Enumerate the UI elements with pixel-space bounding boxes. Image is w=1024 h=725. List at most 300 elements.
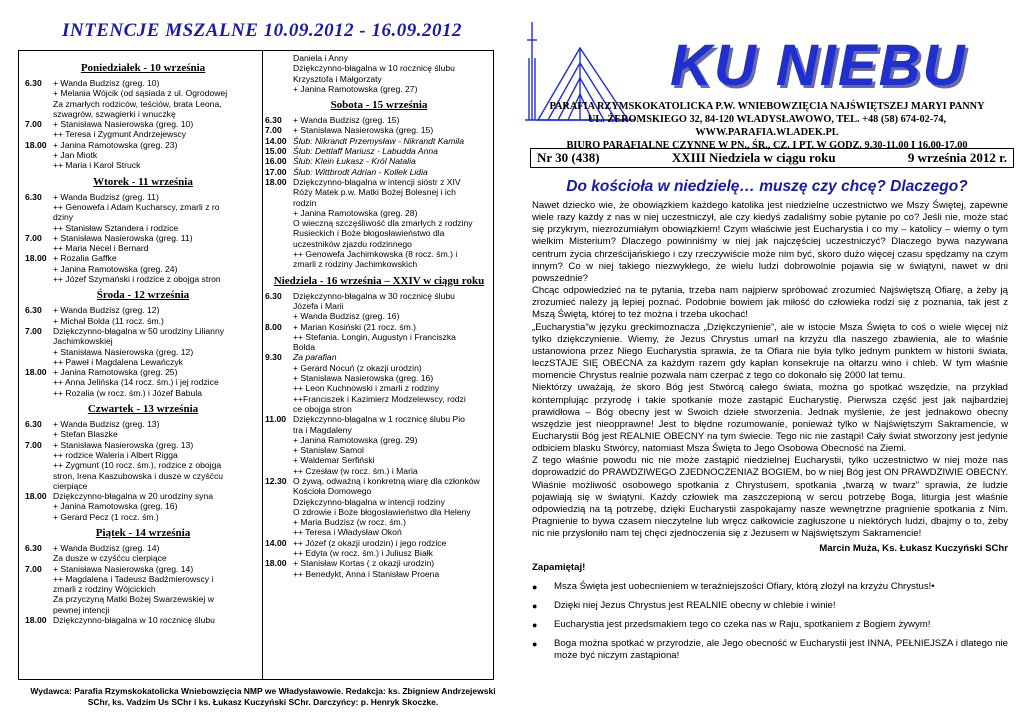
intention-entry <box>25 347 261 357</box>
mass-intentions-section <box>18 20 496 707</box>
intention-entry <box>265 404 493 414</box>
mass-time <box>265 455 293 465</box>
intentions-column-right <box>265 53 493 579</box>
mass-time <box>265 527 293 537</box>
intention-entry <box>25 336 261 346</box>
mass-time <box>265 63 293 73</box>
mass-time <box>25 243 53 253</box>
intention-entry <box>25 564 261 574</box>
mass-time <box>25 212 53 222</box>
intention-text: ++ Teresa i Władysław Okoń <box>293 527 402 538</box>
mass-time <box>265 218 293 228</box>
bullet-icon: ● <box>532 639 538 650</box>
intention-entry <box>265 455 493 465</box>
bullet-icon: ● <box>532 581 538 592</box>
intention-text: Dziękczynno-błagalna w 30 rocznicę ślubu <box>293 290 455 301</box>
mass-time <box>25 594 53 604</box>
bullet-text: Eucharystia jest przedsmakiem tego co czeka nas w Raju, spotkaniem z Bogiem żywym! <box>554 619 931 630</box>
mass-time <box>25 471 53 481</box>
intention-entry <box>25 253 261 263</box>
intention-entry <box>265 177 493 187</box>
intention-text: Jachimkowskiej <box>53 336 113 347</box>
intention-text: + Janina Ramotowska (greg. 23) <box>53 139 178 150</box>
intention-entry <box>25 512 261 522</box>
intention-text: + Stanisława Nasierowska (greg. 15) <box>293 125 434 136</box>
intention-text: Za parafian <box>293 352 337 363</box>
intention-text: Dziękczynno-błagalna w 50 urodziny Lilianny <box>53 325 225 336</box>
intention-entry <box>265 53 493 63</box>
mass-time <box>25 429 53 439</box>
intention-entry <box>265 311 493 321</box>
intention-text: O żywą, odważną i konkretną wiarę dla członków Kościoła Domowego <box>293 475 480 497</box>
intention-text: + Janina Ramotowska (greg. 27) <box>293 83 418 94</box>
intention-text: ++ Rozalia (w rocz. śm.) i Józef Babula <box>53 387 203 398</box>
intention-entry <box>265 74 493 84</box>
intention-text: ++ Maria i Karol Struck <box>53 160 141 171</box>
intention-entry <box>265 394 493 404</box>
intention-entry <box>265 125 493 135</box>
intention-text: + Wanda Budzisz (greg. 15) <box>293 115 400 126</box>
mass-time <box>25 347 53 357</box>
intention-text: ++ Genowefa Jachimkowska (8 rocz. śm.) i <box>293 249 458 260</box>
mass-time: 6.30 <box>265 115 282 126</box>
mass-time <box>265 259 293 269</box>
bullet-item <box>532 619 1008 631</box>
intention-entry <box>25 584 261 594</box>
mass-time <box>265 187 293 197</box>
intention-text: + Wanda Budzisz (greg. 14) <box>53 542 160 553</box>
intention-text: pewnej intencji <box>53 604 110 615</box>
intention-text: + Waldemar Serfiński <box>293 455 375 466</box>
intention-entry <box>25 594 261 604</box>
intention-entry <box>25 429 261 439</box>
intention-entry <box>265 476 493 497</box>
mass-time <box>25 501 53 511</box>
mass-time <box>25 377 53 387</box>
intention-text: + Wanda Budzisz (greg. 11) <box>53 191 159 202</box>
mass-time <box>265 228 293 238</box>
intention-entry <box>265 63 493 73</box>
mass-time <box>25 129 53 139</box>
mass-time: 6.30 <box>25 78 42 88</box>
intention-text: Józefa i Marii <box>293 300 344 311</box>
mass-time: 12.30 <box>265 475 287 486</box>
day-heading: Sobota - 15 września <box>330 99 428 112</box>
mass-time: 18.00 <box>25 253 47 264</box>
intention-entry <box>265 301 493 311</box>
mass-time <box>265 311 293 321</box>
mass-time <box>265 383 293 393</box>
mass-time <box>25 99 53 109</box>
article-paragraph: Z tego właśnie powodu nic nie może zastąpić niedzielnej Eucharystii, tylko uczestnictwo w niej może nas doprowadzić do PRAWDZIWEGO ZJEDNOCZENIAZ BOGIEM, bo w niej Bóg jest ON PRAWDZIWIE OBECNY. Właśnie możliwość osobowego spotkania z Chrystusem, spotkania „twarzą w twarz” sprawia, że ludzie pojawiają się w świątyni. Każdy człowiek ma zaszczepioną w sercu potrzebę Boga, liturgia jest właśnie odpowiedzią na tą potrzebę, dzięki Eucharystii zaspokajamy nasze wewnętrzne pragnienie spotkania z Nim. Pragnienie to bywa czasem nieczytelne lub wręcz całkowicie zagłuszone u niektórych ludzi, dbajmy o to, żeby nic nie przysłoniło nam tej chęci zjednoczenia się z Jezusem w Najświętszym Sakramencie! <box>532 455 1008 540</box>
intention-entry <box>265 497 493 507</box>
intention-entry <box>265 115 493 125</box>
mass-time <box>265 507 293 517</box>
intentions-column-left <box>25 57 261 625</box>
mass-time <box>265 53 293 63</box>
intention-entry <box>25 233 261 243</box>
intention-text: ++ Paweł i Magdalena Lewańczyk <box>53 356 183 367</box>
mass-time <box>25 574 53 584</box>
intention-text: Rusieckich i Boże błogosławieństwo dla <box>293 228 445 239</box>
intention-text: Ślub: Dettlaff Mariusz - Labudda Anna <box>293 146 438 157</box>
mass-time <box>25 512 53 522</box>
intention-entry <box>25 109 261 119</box>
intention-entry <box>265 373 493 383</box>
intention-text: ++ Józef Szymański i rodzice z obojga stron <box>53 274 221 285</box>
intention-entry <box>265 156 493 166</box>
intention-text: + Stanisława Nasierowska (greg. 14) <box>53 563 194 574</box>
intention-text: cierpiące <box>53 480 88 491</box>
mass-time: 7.00 <box>25 232 42 243</box>
intention-text: zmarli z rodziny Jachimkowskich <box>293 259 418 270</box>
intention-entry <box>25 274 261 284</box>
intention-entry <box>25 543 261 553</box>
intention-entry <box>25 119 261 129</box>
bullet-icon: ● <box>532 600 538 611</box>
intention-text: ++ Leon Kuchnowski i zmarli z rodziny <box>293 383 440 394</box>
intention-entry <box>25 574 261 584</box>
intention-entry <box>265 517 493 527</box>
mass-time <box>25 160 53 170</box>
intention-entry <box>25 150 261 160</box>
intention-text: Krzysztofa i Małgorzaty <box>293 73 382 84</box>
intention-entry <box>25 192 261 202</box>
bullet-text: Msza Święta jest uobecnieniem w teraźniejszości Ofiary, którą złożył na krzyżu Chrystus!• <box>554 580 935 592</box>
mass-time <box>25 150 53 160</box>
day-heading: Wtorek - 11 września <box>93 175 193 188</box>
footer-line-1: Wydawca: Parafia Rzymskokatolicka Wniebowzięcia NMP we Władysławowie. Redakcja: ks. Zbigniew Andrzejewski <box>30 686 496 696</box>
intention-text: + Gerard Pecz (1 rocz. śm.) <box>53 511 159 522</box>
mass-time: 18.00 <box>265 176 287 187</box>
intention-entry <box>25 140 261 150</box>
parish-info <box>520 100 1014 152</box>
intention-entry <box>265 507 493 517</box>
intention-text: Za dusze w czyśćcu cierpiące <box>53 553 167 564</box>
mass-time <box>25 357 53 367</box>
intention-entry <box>265 249 493 259</box>
intention-text: Dziękczynno-błagalna w intencji sióstr z XIV <box>293 176 461 187</box>
mass-time <box>265 569 293 579</box>
mass-time <box>25 450 53 460</box>
mass-time <box>265 517 293 527</box>
intention-text: O zdrowie i Boże błogosławieństwo dla Heleny <box>293 506 471 517</box>
mass-time <box>25 316 53 326</box>
intention-text: O wieczną szczęśliwość dla zmarłych z rodziny <box>293 218 473 229</box>
intention-text: + Wanda Budzisz (greg. 16) <box>293 311 400 322</box>
intention-entry <box>25 243 261 253</box>
intention-entry <box>25 264 261 274</box>
intention-entry <box>265 548 493 558</box>
bullet-text: Dzięki niej Jezus Chrystus jest REALNIE obecny w chlebie i winie! <box>554 599 836 611</box>
intention-text: dziny <box>53 212 74 223</box>
mass-time: 7.00 <box>25 325 42 336</box>
intention-entry <box>25 377 261 387</box>
day-heading: Niedziela - 16 września – XXIV w ciągu roku <box>273 274 485 287</box>
intention-entry <box>25 78 261 88</box>
mass-time: 7.00 <box>25 119 42 130</box>
intention-entry <box>25 440 261 450</box>
intention-text: ++ Edyta (w rocz. śm.) i Juliusz Białk <box>293 548 433 559</box>
mass-time <box>265 342 293 352</box>
intention-entry <box>25 305 261 315</box>
article-body <box>532 200 1008 662</box>
column-divider <box>262 51 263 679</box>
mass-time <box>265 497 293 507</box>
intention-text: ++ rodzice Waleria i Albert Rigga <box>53 449 178 460</box>
article-paragraph: „Eucharystia”w języku greckimoznacza „Dziękczynienie”, ale w istocie Msza Święta to coś o wiele więcej niż tylko dziękczynienie. Wiemy, że Jezus Chrystus umarł na krzyżu dla naszego zbawienia, ale to właśnie ustanowiona przez Niego Eucharystia sprawia, że ta Ofiara nie była tylko jednym punktem w historii świata, leczSTAJE SIĘ OBECNA za każdym razem gdy kapłan konsekruje na ołtarzu wino i chleb. W tym właśnie momencie Chrystus realnie pozwala nam czerpać z tego co dokonało się 2000 lat temu. <box>532 321 1008 382</box>
intention-entry <box>265 383 493 393</box>
intention-entry <box>265 538 493 548</box>
intention-entry <box>25 605 261 615</box>
intention-entry <box>25 88 261 98</box>
intention-entry <box>265 425 493 435</box>
intention-text: ++ Anna Jelińska (14 rocz. śm.) i jej rodzice <box>53 377 219 388</box>
issue-sunday: XXIII Niedziela w ciągu roku <box>671 150 836 165</box>
intention-entry <box>265 239 493 249</box>
intention-text: Dziękczynno-błagalna w 10 rocznicę ślubu <box>293 63 455 74</box>
intention-text: Dziękczynno-błagalna w 1 rocznicę ślubu Pio <box>293 414 465 425</box>
intention-text: ++ Benedykt, Anna i Stanisław Proena <box>293 568 440 579</box>
mass-time <box>265 548 293 558</box>
parish-address: UL. ŻEROMSKIEGO 32, 84-120 WŁADYSŁAWOWO, TEL. +48 (58) 674-02-74, WWW.PARAFIA.WLADEK.PL <box>587 114 947 138</box>
intention-entry <box>25 553 261 563</box>
intention-text: uczestników zjazdu rodzinnego <box>293 238 412 249</box>
mass-time: 6.30 <box>25 419 42 430</box>
masses-title: INTENCJE MSZALNE 10.09.2012 - 16.09.2012 <box>61 20 463 41</box>
mass-time: 16.00 <box>265 156 287 167</box>
intention-entry <box>25 419 261 429</box>
mass-time: 14.00 <box>265 135 287 146</box>
mass-time <box>265 394 293 404</box>
intention-entry <box>25 367 261 377</box>
mass-time <box>265 445 293 455</box>
intention-text: tra i Magdaleny <box>293 424 352 435</box>
mass-time: 11.00 <box>265 414 287 425</box>
intention-text: + Stanisława Nasierowska (greg. 10) <box>53 119 194 130</box>
mass-time: 18.00 <box>25 367 47 378</box>
mass-time: 7.00 <box>25 439 42 450</box>
intention-entry <box>25 450 261 460</box>
day-heading: Czwartek - 13 września <box>87 403 199 416</box>
intention-text: Daniela i Anny <box>293 53 348 63</box>
intention-text: Dziękczynno-błagalna w 10 rocznicę ślubu <box>53 615 215 626</box>
intention-text: + Stanisława Nasierowska (greg. 13) <box>53 439 194 450</box>
intention-text: + Maria Budzisz (w rocz. śm.) <box>293 517 406 528</box>
day-heading: Poniedziałek - 10 września <box>80 62 206 74</box>
intention-text: ++ Genowefa i Adam Kucharscy, zmarli z ro <box>53 201 220 212</box>
intention-entry <box>265 208 493 218</box>
mass-time: 6.30 <box>25 191 42 202</box>
intention-text: ++ Czesław (w rocz. śm.) i Maria <box>293 465 418 476</box>
day-heading: Środa - 12 września <box>96 289 190 302</box>
mass-time <box>265 466 293 476</box>
intention-text: Dziękczynno-błagalna w 20 urodziny syna <box>53 491 214 502</box>
intention-entry <box>25 460 261 470</box>
mass-time <box>265 74 293 84</box>
intention-text: Bolda <box>293 342 315 353</box>
intention-entry <box>265 84 493 94</box>
mass-time <box>265 373 293 383</box>
intention-entry <box>25 202 261 212</box>
mass-time <box>25 202 53 212</box>
intention-text: + Stefan Blaszke <box>53 429 118 440</box>
intention-text: + Janina Ramotowska (greg. 25) <box>53 367 178 378</box>
intention-text: + Gerard Nocuń (z okazji urodzin) <box>293 362 422 373</box>
intention-text: ++ Teresa i Zygmunt Andrzejewscy <box>53 129 187 140</box>
intention-text: + Janina Ramotowska (greg. 28) <box>293 207 418 218</box>
mass-time: 8.00 <box>265 321 282 332</box>
newsletter-brand: KU NIEBU <box>670 33 967 98</box>
mass-time <box>25 460 53 470</box>
article-heading: Do kościoła w niedzielę… muszę czy chcę? Dlaczego? <box>566 178 968 195</box>
intention-entry <box>25 481 261 491</box>
office-hours: BIURO PARAFIALNE CZYNNE W PN., ŚR., CZ. I PT. W GODZ. 9.30-11.00 I 16.00-17.00 <box>566 140 968 151</box>
mass-time <box>265 239 293 249</box>
mass-time <box>265 208 293 218</box>
intention-text: + Marian Kosiński (21 rocz. śm.) <box>293 321 416 332</box>
intention-entry <box>25 129 261 139</box>
intention-entry <box>265 527 493 537</box>
bullet-item <box>532 600 1008 612</box>
intention-text: szwagrów, szwagierki i wnuczkę <box>53 108 176 119</box>
intention-text: ++ Józef (z okazji urodzin) i jego rodzice <box>293 537 447 548</box>
intention-entry <box>265 342 493 352</box>
intentions-box <box>18 50 494 680</box>
intention-entry <box>265 322 493 332</box>
intention-entry <box>25 471 261 481</box>
mass-time: 18.00 <box>25 615 47 626</box>
mass-time: 9.30 <box>265 352 282 363</box>
intention-text: ++ Stanisław Sztandera i rodzice <box>53 222 179 233</box>
intention-entry <box>25 491 261 501</box>
mass-time: 6.30 <box>25 542 42 553</box>
intention-entry <box>265 228 493 238</box>
intention-entry <box>265 363 493 373</box>
intention-text: Ślub: Wittbrodt Adrian - Kollek Lidia <box>293 166 428 177</box>
mass-time <box>265 425 293 435</box>
intention-entry <box>265 558 493 568</box>
intention-text: ++ Magdalena i Tadeusz Badźmierowscy i <box>53 573 214 584</box>
intention-entry <box>25 160 261 170</box>
intention-entry <box>25 615 261 625</box>
mass-time: 18.00 <box>25 491 47 502</box>
mass-time <box>25 584 53 594</box>
intention-text: + Stanisława Nasierowska (greg. 16) <box>293 373 434 384</box>
intention-entry <box>265 414 493 424</box>
intention-text: + Wanda Budzisz (greg. 13) <box>53 419 160 430</box>
intention-entry <box>25 99 261 109</box>
mass-time <box>25 88 53 98</box>
mass-time: 6.30 <box>25 305 42 316</box>
intention-text: zmarli z rodziny Wójcickich <box>53 584 156 595</box>
mass-time <box>265 363 293 373</box>
intention-text: + Stanisław Samol <box>293 445 364 456</box>
intention-entry <box>25 388 261 398</box>
mass-time <box>25 264 53 274</box>
intention-text: + Rozalia Gaffke <box>53 253 117 264</box>
intention-text: + Janina Ramotowska (greg. 29) <box>293 434 418 445</box>
mass-time <box>265 332 293 342</box>
article-author: Marcin Muża, Ks. Łukasz Kuczyński SChr <box>819 543 1008 555</box>
mass-time: 18.00 <box>25 139 47 150</box>
intention-text: Za przyczyną Matki Bożej Swarzewskiej w <box>53 594 214 605</box>
intention-entry <box>265 146 493 156</box>
mass-time <box>25 336 53 346</box>
intention-text: Za zmarłych rodziców, teściów, brata Leona, <box>53 98 222 109</box>
bullet-item <box>532 581 1008 593</box>
mass-time: 15.00 <box>265 146 287 157</box>
article-paragraph: Chcąc odpowiedzieć na te pytania, trzeba nam najpierw spróbować zrozumieć Najświętszą Ofiarę, a żeby ją zrozumieć należy ją lepiej poznać. Podobnie bowiem jak miłość do człowieka rodzi się z poznania, tak jest z Mszą Świętą, której to też można i trzeba ukochać! <box>532 285 1008 321</box>
intention-text: Ślub: Klein Łukasz - Król Natalia <box>293 156 416 167</box>
intention-entry <box>25 223 261 233</box>
intention-entry <box>265 218 493 228</box>
intention-text: + Stanisław Kortas ( z okazji urodzin) <box>293 558 435 569</box>
intention-text: + Wanda Budzisz (greg. 10) <box>53 78 160 88</box>
intention-entry <box>265 167 493 177</box>
mass-time <box>265 249 293 259</box>
intention-text: ++ Stefania. Longin, Augustyn i Franciszka <box>293 331 456 342</box>
mass-time <box>265 301 293 311</box>
bullet-icon: ● <box>532 620 538 630</box>
intention-text: + Stanisława Nasierowska (greg. 12) <box>53 346 194 357</box>
issue-bar <box>530 148 1014 168</box>
mass-time <box>265 404 293 414</box>
intention-text: ce obojga stron <box>293 403 352 414</box>
intention-entry <box>25 326 261 336</box>
intention-text: ++ Maria Necel i Bernard <box>53 243 149 254</box>
intention-entry <box>265 435 493 445</box>
mass-time: 6.30 <box>265 290 282 301</box>
mass-time <box>25 274 53 284</box>
intention-text: ++Franciszek i Kazimierz Modzelewscy, rodzi <box>293 393 466 404</box>
mass-time: 18.00 <box>265 558 287 569</box>
mass-time <box>25 605 53 615</box>
bullet-item <box>532 638 1008 662</box>
intention-text: Róży Matek p.w. Matki Bożej Bolesnej i ich <box>293 187 456 198</box>
intention-entry <box>265 352 493 362</box>
intention-text: + Michał Bolda (11 rocz. śm.) <box>53 315 164 326</box>
parish-name: PARAFIA RZYMSKOKATOLICKA P.W. WNIEBOWZIĘCIA NAJŚWIĘTSZEJ MARYI PANNY <box>549 101 985 112</box>
issue-date: 9 września 2012 r. <box>907 150 1007 165</box>
intention-text: + Wanda Budzisz (greg. 12) <box>53 305 160 316</box>
mass-time <box>25 481 53 491</box>
mass-time <box>25 223 53 233</box>
mass-time <box>25 553 53 563</box>
intention-entry <box>25 316 261 326</box>
intention-entry <box>265 332 493 342</box>
article-paragraph: Niektórzy uważają, że skoro Bóg jest Stwórcą całego świata, można go spotkać wszędzie, na przykład kontemplując przyrodę i takie spotkanie może zastąpić Eucharystię. Pierwsza część jest jak najbardziej prawidłowa – Bóg obecny jest w Swoich dziełe stworzenia. Jednak myślenie, że jest jednakowo obecny wszędzie jest nieopprawne! Jest to błędne rozumowanie, ponieważ tylko w Najświętszym Sakramencie, w Eucharystii Bóg jest REALNIE OBECNY na tym świecie. Tego nic nie zastąpi! Cały świat stworzony jest jedynie odbiciem blasku Stwórcy, natomiast Msza Święta to Jego Osobowa Obecność na Ziemi. <box>532 382 1008 455</box>
intention-entry <box>265 569 493 579</box>
mass-time: 7.00 <box>25 563 42 574</box>
intention-entry <box>265 187 493 197</box>
intention-entry <box>25 212 261 222</box>
intention-text: ++ Zygmunt (10 rocz. śm.), rodzice z obojga <box>53 460 222 471</box>
day-heading: Piątek - 14 września <box>95 526 191 539</box>
mass-time <box>25 109 53 119</box>
mass-time: 7.00 <box>265 125 282 136</box>
intention-text: stron, Irena Kaszubowska i dusze w czyśćcu <box>53 470 224 481</box>
intention-entry <box>265 136 493 146</box>
issue-number: Nr 30 (438) <box>537 150 600 165</box>
intention-entry <box>25 357 261 367</box>
remember-label: Zapamiętaj! <box>532 561 586 573</box>
intention-text: + Janina Ramotowska (greg. 16) <box>53 501 178 512</box>
mass-time: 17.00 <box>265 166 287 177</box>
intention-text: + Jan Miotk <box>53 150 98 161</box>
mass-time <box>265 198 293 208</box>
intention-text: + Melania Wójcik (od sąsiada z ul. Ogrodowej <box>53 88 228 99</box>
